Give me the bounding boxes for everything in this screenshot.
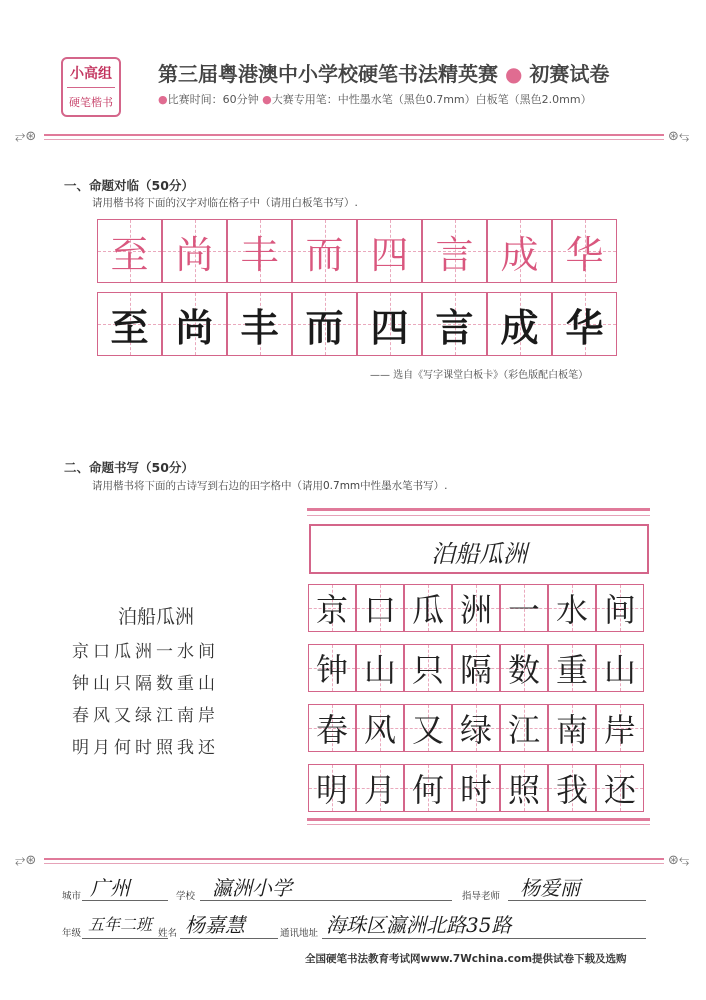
grid-char: 京	[315, 591, 348, 629]
footer-text: 全国硬笔书法教育考试网www.7Wchina.com提供试卷下载及选购	[305, 953, 627, 965]
page-subtitle	[158, 91, 592, 107]
grid-char: 明	[315, 771, 348, 809]
grid-char: 还	[603, 771, 636, 809]
grid-char: 丰	[240, 304, 279, 350]
school-label: 学校	[176, 891, 196, 902]
grid-char: 隔	[459, 651, 492, 689]
category-badge	[61, 57, 121, 117]
city-underline	[82, 900, 168, 901]
grid-cell	[404, 584, 452, 632]
grid-char: 四	[370, 304, 409, 350]
badge-bottom-text: 硬笔楷书	[69, 96, 113, 109]
address-underline	[322, 938, 646, 939]
grid-char: 春	[315, 711, 348, 749]
poem-top-border	[307, 508, 650, 511]
grid-cell	[596, 704, 644, 752]
header-divider	[44, 134, 664, 136]
grid-cell	[308, 764, 356, 812]
grid-char: 尚	[175, 304, 214, 350]
grid-char: 洲	[459, 591, 492, 629]
grid-char: 山	[603, 651, 636, 689]
city-label: 城市	[62, 891, 82, 902]
ornament-icon: ⊛⥃	[668, 129, 690, 144]
grid-char: 言	[435, 304, 474, 350]
grade-underline	[82, 938, 168, 939]
title-suffix: 初赛试卷	[529, 62, 610, 86]
grid-char: 至	[110, 304, 149, 350]
grid-char: 重	[555, 651, 588, 689]
grid-char: 照	[507, 771, 540, 809]
poem-line: 明月何时照我还	[72, 738, 219, 758]
grid-cell	[422, 292, 487, 356]
title-main: 第三届粤港澳中小学校硬笔书法精英赛	[158, 62, 498, 86]
grid-char: 绿	[459, 711, 492, 749]
grid-char: 南	[555, 711, 588, 749]
teacher-underline	[508, 900, 646, 901]
grid-cell	[552, 219, 617, 283]
address-label: 通讯地址	[280, 928, 319, 939]
source-note: —— 选自《写字课堂白板卡》（彩色版配白板笔）	[370, 370, 589, 381]
grid-cell	[552, 292, 617, 356]
teacher-value[interactable]: 杨爱丽	[520, 876, 580, 900]
grid-char: 尚	[175, 232, 214, 277]
poem-title: 泊船瓜洲	[118, 606, 195, 628]
grid-cell	[356, 704, 404, 752]
grid-cell	[227, 292, 292, 356]
grid-cell	[548, 704, 596, 752]
ornament-icon: ⥂⊛	[15, 129, 37, 144]
title-dot: ●	[504, 62, 523, 86]
grid-char: 山	[363, 651, 396, 689]
grid-char: 水	[555, 591, 588, 629]
grid-char: 丰	[240, 232, 279, 277]
grid-char: 只	[411, 651, 444, 689]
grid-cell	[162, 292, 227, 356]
grid-cell	[308, 584, 356, 632]
grid-char: 至	[110, 232, 149, 277]
grid-cell	[404, 704, 452, 752]
grid-char: 口	[363, 591, 396, 629]
grid-char: 江	[507, 711, 540, 749]
grid-cell	[356, 584, 404, 632]
badge-top-text: 小高组	[70, 66, 112, 82]
page-title	[158, 58, 609, 87]
grid-cell	[292, 219, 357, 283]
written-title: 泊船瓜洲	[431, 540, 527, 568]
subtitle-time: 比赛时间：60分钟	[167, 93, 259, 106]
grid-cell	[97, 219, 162, 283]
grid-char: 华	[565, 232, 604, 277]
grid-cell	[97, 292, 162, 356]
poem-line: 京口瓜洲一水间	[72, 642, 219, 662]
grid-cell	[452, 584, 500, 632]
grid-cell	[404, 644, 452, 692]
grid-cell	[548, 584, 596, 632]
grid-char: 风	[363, 711, 396, 749]
grid-cell	[452, 764, 500, 812]
section1-heading: 一、命题对临（50分）	[64, 178, 194, 193]
section2-heading: 二、命题书写（50分）	[64, 460, 194, 475]
teacher-label: 指导老师	[462, 891, 501, 902]
school-value[interactable]: 瀛洲小学	[212, 876, 292, 900]
poem-bottom-border-thin	[307, 824, 650, 825]
form-divider	[44, 858, 664, 860]
grid-cell	[596, 644, 644, 692]
grid-cell	[500, 584, 548, 632]
grid-char: 成	[500, 304, 539, 350]
city-value[interactable]: 广州	[90, 876, 130, 900]
grid-cell	[357, 292, 422, 356]
name-label: 姓名	[158, 928, 178, 939]
grid-char: 言	[435, 232, 474, 277]
grid-char: 钟	[315, 651, 348, 689]
grid-cell	[452, 644, 500, 692]
grid-cell	[227, 219, 292, 283]
name-value[interactable]: 杨嘉慧	[185, 913, 245, 937]
poem-top-border-thin	[307, 515, 650, 516]
grid-char: 月	[363, 771, 396, 809]
grid-cell	[422, 219, 487, 283]
grid-cell	[308, 644, 356, 692]
grid-char: 数	[507, 651, 540, 689]
address-value[interactable]: 海珠区瀛洲北路35路	[326, 913, 512, 937]
grid-char: 何	[411, 771, 444, 809]
grid-cell	[452, 704, 500, 752]
grid-cell	[596, 584, 644, 632]
subtitle-pen: 大赛专用笔：中性墨水笔（黑色0.7mm）白板笔（黑色2.0mm）	[271, 93, 592, 106]
grid-cell	[356, 644, 404, 692]
grid-char: 成	[500, 232, 539, 277]
form-divider-thin	[44, 863, 664, 864]
grid-cell	[308, 704, 356, 752]
grid-cell	[548, 764, 596, 812]
school-underline	[200, 900, 452, 901]
poem-line: 钟山只隔数重山	[72, 674, 219, 694]
grid-cell	[487, 219, 552, 283]
section1-instruction: 请用楷书将下面的汉字对临在格子中（请用白板笔书写）.	[92, 197, 358, 209]
header-divider-thin	[44, 139, 664, 140]
ornament-icon: ⥂⊛	[15, 853, 37, 868]
bullet-icon: ●	[158, 93, 168, 106]
grid-cell	[596, 764, 644, 812]
grid-char: 岸	[603, 711, 636, 749]
grid-cell	[500, 704, 548, 752]
grid-cell	[292, 292, 357, 356]
grade-value[interactable]: 五年二班	[88, 915, 153, 934]
poem-line: 春风又绿江南岸	[72, 706, 219, 726]
grid-cell	[162, 219, 227, 283]
ornament-icon: ⊛⥃	[668, 853, 690, 868]
grid-cell	[404, 764, 452, 812]
grid-char: 华	[565, 304, 604, 350]
grid-char: 而	[305, 304, 344, 350]
grid-cell	[357, 219, 422, 283]
badge-divider	[67, 87, 115, 88]
grade-label: 年级	[62, 928, 82, 939]
grid-char: 瓜	[411, 591, 444, 629]
grid-char: 又	[411, 711, 444, 749]
grid-char: 四	[370, 232, 409, 277]
grid-cell	[548, 644, 596, 692]
name-underline	[180, 938, 278, 939]
grid-char: 一	[507, 591, 540, 629]
written-title-box	[309, 524, 649, 574]
grid-cell	[356, 764, 404, 812]
section2-instruction: 请用楷书将下面的古诗写到右边的田字格中（请用0.7mm中性墨水笔书写）.	[92, 480, 448, 492]
poem-bottom-border	[307, 818, 650, 821]
grid-cell	[500, 764, 548, 812]
grid-char: 时	[459, 771, 492, 809]
grid-char: 而	[305, 232, 344, 277]
grid-char: 我	[555, 771, 588, 809]
grid-char: 间	[603, 591, 636, 629]
grid-cell	[487, 292, 552, 356]
bullet-icon: ●	[262, 93, 272, 106]
grid-cell	[500, 644, 548, 692]
